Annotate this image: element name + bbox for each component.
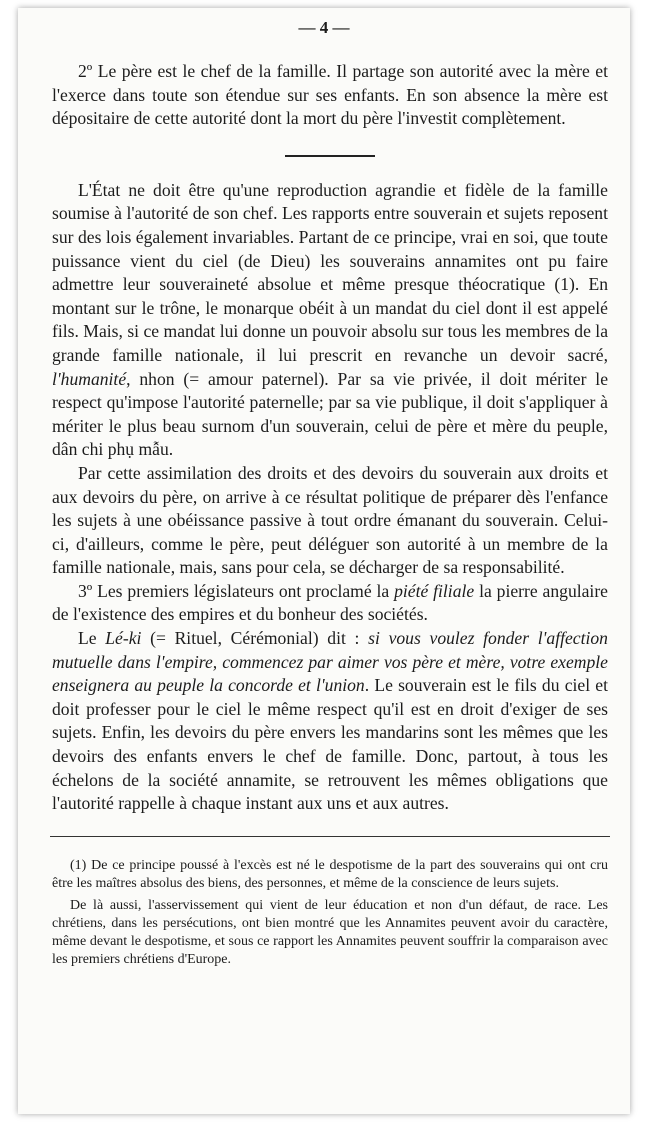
italic-run: l'humanité	[52, 368, 127, 389]
main-text	[52, 60, 608, 973]
italic-quote: si vous voulez fonder l'affection mutuelle dans l'empire, commencez par aimer vos père et mère, votre exemple enseignera au peuple la concorde et l'union	[52, 628, 608, 696]
section-divider	[285, 155, 375, 157]
text-run: L'État ne doit être qu'une reproduction agrandie et fidèle de la famille soumise à l'autorité de son chef. Les rapports entre souverain et sujets reposent sur des lois également invariables. Partant de ce principe, vrai en soi, que toute puissance vient du ciel (de Dieu) les souverains annamites ont pu faire admettre leur souveraineté absolue et même presque théocratique (1). En montant sur le trône, le monarque obéit à un mandat du ciel dont il est appelé fils. Mais, si ce mandat lui donne un pouvoir absolu sur tous les membres de la grande famille nationale, il lui prescrit en revanche un devoir sacré,	[52, 179, 608, 365]
text-run: 3º Les premiers législateurs ont proclamé la	[78, 580, 395, 601]
page-number: — 4 —	[298, 18, 350, 37]
paragraph-pere-chef: 2º Le père est le chef de la famille. Il partage son autorité avec la mère et l'exerce dans toute son étendue sur ses enfants. En son absence la mère est dépositaire de cette autorité dont la mort du père l'investit complètement.	[52, 61, 608, 129]
paragraph-piete-filiale	[52, 580, 608, 627]
paragraph-le-ki	[52, 627, 608, 816]
book-page	[18, 8, 630, 1114]
footnotes	[52, 857, 608, 969]
paragraph-assimilation: Par cette assimilation des droits et des devoirs du souverain aux droits et aux devoirs du père, on arrive à ce résultat politique de préparer dès l'enfance les sujets à une obéissance passive à tout ordre émanant du souverain. Celui-ci, d'ailleurs, comme le père, peut déléguer son autorité à un membre de la famille nationale, mais, sans pour cela, se décharger de sa responsabilité.	[52, 462, 608, 578]
text-run: , nhon (= amour paternel). Par sa vie privée, il doit mériter le respect qu'impose l'autorité paternelle; par sa vie publique, il doit s'appliquer à mériter le plus beau surnom d'un souverain, celui de père et mère du peuple, dân chi phụ mẫu.	[52, 368, 608, 460]
text-run: . Le souverain est le fils du ciel et doit professer pour le ciel le même respect qu'il est en droit d'exiger de ses sujets. Enfin, les devoirs du père envers les mandarins sont les mêmes que les devoirs des enfants envers le chef de famille. Donc, partout, à tous les échelons de la société annamite, se retrouvent les mêmes obligations que l'autorité rappelle à chaque instant aux uns et aux autres.	[52, 675, 608, 814]
footnote-1-continued: De là aussi, l'asservissement qui vient de leur éducation et non d'un défaut, de race. Les chrétiens, dans les persécutions, ont bien montré que les Annamites peuvent avoir du caractère, même devant le despotisme, et sous ce rapport les Annamites peuvent souffrir la comparaison avec les premiers chrétiens d'Europe.	[52, 897, 608, 967]
italic-run: Lé-ki	[105, 628, 142, 649]
text-run: (= Rituel, Cérémonial) dit :	[141, 628, 369, 649]
text-run: Le	[78, 628, 106, 649]
footnote-1: (1) De ce principe poussé à l'excès est né le despotisme de la part des souverains qui ont cru être les maîtres absolus des biens, des personnes, et même de la conscience de leurs sujets.	[52, 857, 608, 891]
footnote-divider	[50, 836, 610, 837]
text-run: la pierre angulaire de l'existence des empires et du bonheur des sociétés.	[52, 580, 608, 625]
paragraph-etat	[52, 179, 608, 462]
italic-run: piété filiale	[394, 580, 475, 601]
